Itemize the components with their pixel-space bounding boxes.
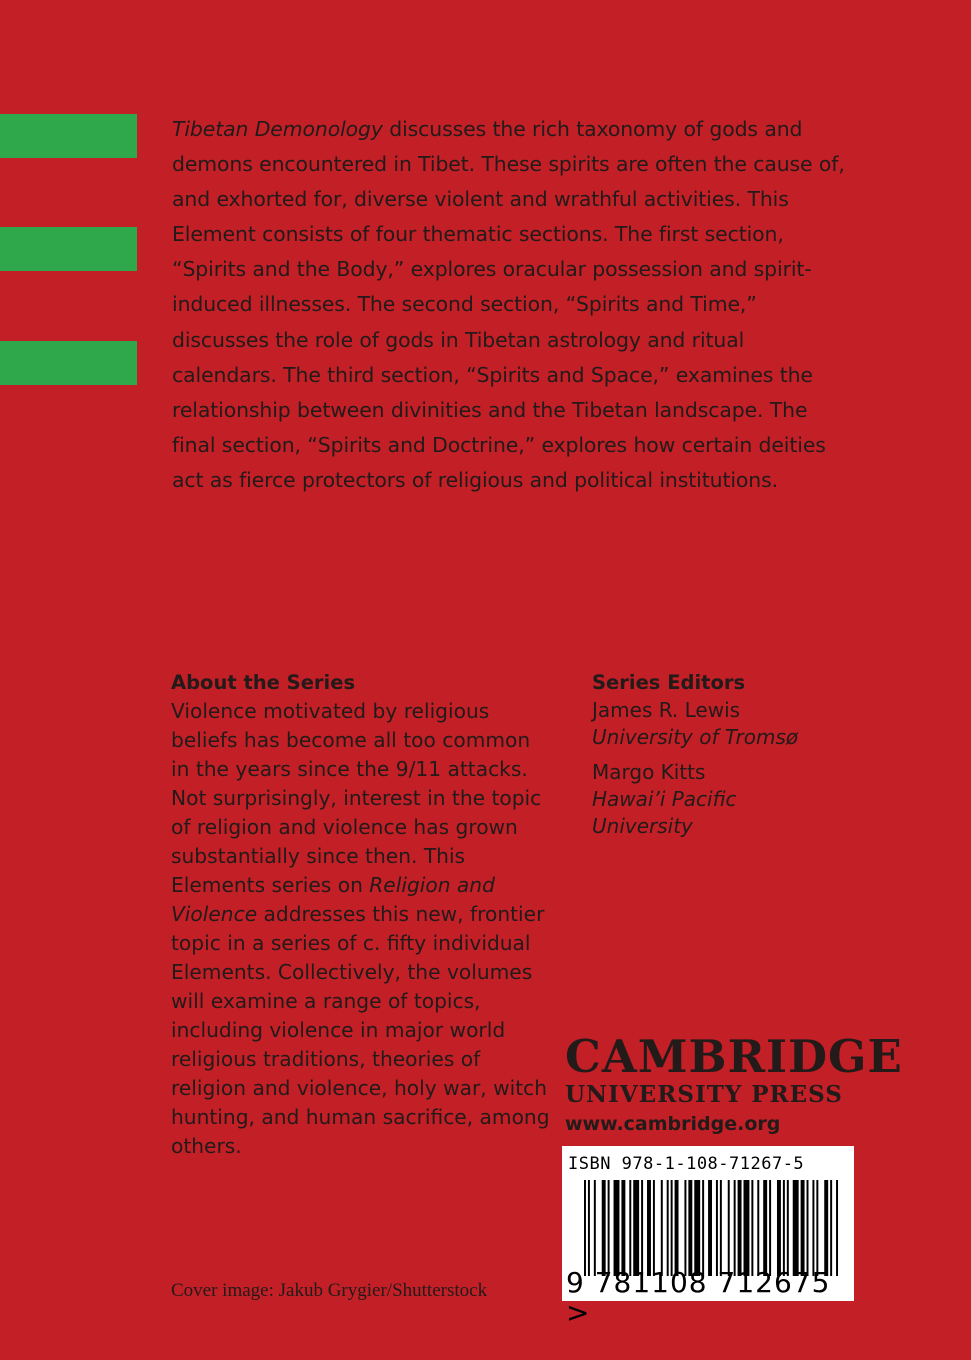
publisher-url[interactable]: www.cambridge.org <box>565 1113 781 1135</box>
cover-image-credit: Cover image: Jakub Grygier/Shutterstock <box>171 1280 488 1301</box>
barcode-stripe <box>667 1180 669 1276</box>
barcode-stripe <box>608 1180 610 1276</box>
editor-affiliation: Hawai’i Pacific University <box>592 787 737 838</box>
barcode-stripe <box>602 1180 606 1276</box>
barcode-stripe <box>702 1180 704 1276</box>
barcode-stripe <box>777 1180 781 1276</box>
barcode-stripe <box>728 1180 730 1276</box>
barcode-stripe <box>763 1180 767 1276</box>
barcode-stripe <box>751 1180 753 1276</box>
ean-digits: 9 781108 712675 > <box>566 1266 831 1329</box>
green-bar-2 <box>0 227 137 271</box>
barcode-stripe <box>738 1180 742 1276</box>
green-bar-1 <box>0 114 137 158</box>
publisher-subtitle: UNIVERSITY PRESS <box>565 1081 843 1108</box>
barcode-stripe <box>769 1180 771 1276</box>
barcode-stripe <box>787 1180 789 1276</box>
barcode-stripe <box>588 1180 590 1276</box>
barcode-stripe <box>716 1180 718 1276</box>
barcode-stripe <box>661 1180 663 1276</box>
publisher-name: CAMBRIDGE <box>565 1030 903 1083</box>
barcode <box>562 1146 854 1329</box>
series-editors-heading: Series Editors <box>592 671 746 694</box>
isbn-label: ISBN 978-1-108-71267-5 <box>568 1154 805 1174</box>
barcode-stripe <box>836 1180 838 1276</box>
about-text-part-1: Violence motivated by religious beliefs has become all too common in the years since the 9/11 attacks. Not surprisingly, interest in the topic of religion and violence has grown substantially since then. This Elements series on <box>171 699 542 897</box>
barcode-stripe <box>801 1180 805 1276</box>
about-series <box>171 669 551 1161</box>
series-title: Religion and Violence <box>171 873 495 926</box>
barcode-bars <box>584 1180 840 1276</box>
barcode-stripe <box>688 1180 692 1276</box>
barcode-stripe <box>830 1180 832 1276</box>
green-bar-3 <box>0 341 137 385</box>
barcode-stripe <box>621 1180 625 1276</box>
book-description <box>172 112 852 498</box>
series-editors <box>592 669 892 840</box>
barcode-stripe <box>783 1180 785 1276</box>
barcode-stripe <box>614 1180 620 1276</box>
barcode-stripe <box>594 1180 596 1276</box>
editor-affiliation: University of Tromsø <box>592 725 799 749</box>
editor-name: Margo Kitts <box>592 760 706 784</box>
barcode-stripe <box>807 1180 809 1276</box>
barcode-stripe <box>816 1180 818 1276</box>
description-text: discusses the rich taxonomy of gods and demons encountered in Tibet. These spirits are often the cause of, and exhorted for, diverse violent and wrathful activities. This Element consists of four thematic sections. The first section, “Spirits and the Body,” explores oracular possession and spirit-induced illnesses. The second section, “Spirits and Time,” discusses the role of gods in Tibetan astrology and ritual calendars. The third section, “Spirits and Space,” examines the relationship between divinities and the Tibetan landscape. The final section, “Spirits and Doctrine,” explores how certain deities act as fierce protectors of religious and political institutions. <box>172 117 845 492</box>
barcode-stripe <box>757 1180 759 1276</box>
editor-1 <box>592 697 892 751</box>
barcode-stripe <box>812 1180 814 1276</box>
barcode-stripe <box>653 1180 655 1276</box>
barcode-stripe <box>647 1180 651 1276</box>
barcode-stripe <box>633 1180 639 1276</box>
barcode-stripe <box>641 1180 643 1276</box>
about-series-heading: About the Series <box>171 671 356 694</box>
barcode-stripe <box>694 1180 700 1276</box>
barcode-stripe <box>824 1180 828 1276</box>
barcode-stripe <box>684 1180 686 1276</box>
about-text-part-2: addresses this new, frontier topic in a series of c. fifty individual Elements. Collectively, the volumes will examine a range of topics, including violence in major world religious traditions, theories of religion and violence, holy war, witch hunting, and human sacrifice, among others. <box>171 902 550 1158</box>
barcode-stripe <box>584 1180 586 1276</box>
publisher-logo <box>565 1030 903 1135</box>
about-series-text <box>171 697 551 1161</box>
barcode-stripe <box>708 1180 712 1276</box>
barcode-stripe <box>629 1180 631 1276</box>
barcode-stripe <box>734 1180 736 1276</box>
barcode-stripe <box>744 1180 750 1276</box>
editor-name: James R. Lewis <box>592 698 741 722</box>
barcode-stripe <box>793 1180 799 1276</box>
barcode-stripe <box>671 1180 673 1276</box>
book-title: Tibetan Demonology <box>172 117 383 141</box>
barcode-stripe <box>675 1180 679 1276</box>
barcode-stripe <box>720 1180 722 1276</box>
editor-2 <box>592 759 892 840</box>
